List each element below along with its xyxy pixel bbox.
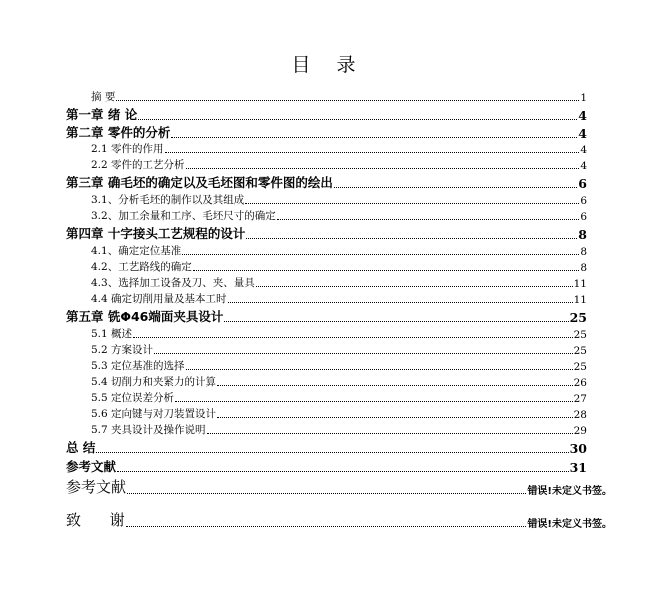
- toc-entry-page: 4: [578, 126, 587, 141]
- dot-leader: [182, 253, 579, 255]
- toc-entry-page: 4: [578, 108, 587, 123]
- toc-entry-references[interactable]: [66, 457, 587, 475]
- dot-leader: [217, 384, 573, 386]
- dot-leader: [96, 451, 568, 453]
- dot-leader: [228, 301, 573, 303]
- toc-entry-page: 28: [573, 409, 587, 421]
- toc-entry-title: 参考文献: [66, 459, 117, 474]
- dot-leader: [117, 470, 569, 472]
- dot-leader: [171, 136, 577, 138]
- toc-entry-chapter-5[interactable]: [66, 307, 587, 325]
- toc-entry-title: 5.6 定向键与对刀装置设计: [91, 408, 217, 420]
- toc-entry-5-3[interactable]: [66, 358, 587, 373]
- toc-entry-4-4[interactable]: [66, 291, 587, 306]
- toc-entry-title: 3.1、分析毛坯的制作以及其组成: [91, 194, 245, 206]
- toc-entry-title: 4.3、选择加工设备及刀、夹、量具: [91, 277, 255, 289]
- toc-entry-title: 2.2 零件的工艺分析: [91, 159, 185, 171]
- toc-entry-title: 5.5 定位误差分析: [91, 392, 175, 404]
- toc-entry-title: 4.1、确定定位基准: [91, 245, 182, 257]
- toc-entry-title: 5.3 定位基准的选择: [91, 360, 185, 372]
- dot-leader: [256, 285, 573, 287]
- toc-entry-chapter-1[interactable]: [66, 105, 587, 123]
- toc-entry-5-6[interactable]: [66, 406, 587, 421]
- dot-leader: [186, 167, 580, 169]
- dot-leader: [207, 432, 573, 434]
- toc-entry-title: 摘 要: [91, 91, 116, 103]
- toc-entry-chapter-4[interactable]: [66, 224, 587, 242]
- toc-entry-chapter-3[interactable]: [66, 173, 587, 191]
- toc-entry-title: 3.2、加工余量和工序、毛坯尺寸的确定: [91, 210, 276, 222]
- toc-entry-page: 错误!未定义书签。: [527, 486, 612, 497]
- toc-entry-title: 致 谢: [66, 511, 125, 529]
- toc-entry-5-7[interactable]: [66, 422, 587, 437]
- dot-leader: [277, 218, 580, 220]
- toc-entry-title: 4.2、工艺路线的确定: [91, 261, 192, 273]
- toc-entry-page: 6: [578, 176, 587, 191]
- toc-entry-page: 26: [573, 377, 587, 389]
- dot-leader: [224, 320, 568, 322]
- dot-leader: [186, 368, 573, 370]
- toc-entry-5-2[interactable]: [66, 342, 587, 357]
- dot-leader: [193, 269, 580, 271]
- toc-entry-acknowledgements[interactable]: [66, 509, 612, 530]
- toc-entry-page: 29: [573, 425, 587, 437]
- toc-entry-page: 25: [573, 361, 587, 373]
- toc-entry-2-2[interactable]: [66, 157, 587, 172]
- toc-entry-5-5[interactable]: [66, 390, 587, 405]
- toc-entry-title: 4.4 确定切削用量及基本工时: [91, 293, 227, 305]
- toc-entry-title: 2.1 零件的作用: [91, 143, 164, 155]
- toc-entry-title: 5.2 方案设计: [91, 344, 154, 356]
- toc-entry-page: 11: [573, 278, 587, 290]
- toc-entry-2-1[interactable]: [66, 141, 587, 156]
- toc-entry-page: 30: [569, 441, 587, 456]
- dot-leader: [165, 151, 580, 153]
- toc-entry-title: 第二章 零件的分析: [66, 125, 171, 140]
- toc-entry-references-2[interactable]: [66, 476, 612, 497]
- toc-entry-summary[interactable]: [66, 438, 587, 456]
- toc-entry-title: 参考文献: [66, 478, 127, 496]
- toc-entry-title: 总 结: [66, 440, 96, 455]
- toc-entry-5-4[interactable]: [66, 374, 587, 389]
- dot-leader: [334, 186, 577, 188]
- dot-leader: [217, 416, 573, 418]
- dot-leader: [127, 492, 526, 494]
- toc-entry-title: 5.7 夹具设计及操作说明: [91, 424, 206, 436]
- toc-entry-page: 6: [580, 211, 587, 223]
- dot-leader: [175, 400, 573, 402]
- toc-entry-title: 第五章 铣Φ46端面夹具设计: [66, 309, 224, 324]
- toc-entry-3-2[interactable]: [66, 208, 587, 223]
- toc-entry-page: 25: [569, 310, 587, 325]
- toc-entry-page: 11: [573, 294, 587, 306]
- toc-entry-page: 1: [580, 92, 587, 104]
- toc-entry-chapter-2[interactable]: [66, 123, 587, 141]
- toc-entry-3-1[interactable]: [66, 192, 587, 207]
- toc-entry-page: 8: [580, 262, 587, 274]
- dot-leader: [116, 99, 579, 101]
- toc-entry-4-3[interactable]: [66, 275, 587, 290]
- dot-leader: [126, 525, 527, 527]
- toc-entry-page: 4: [580, 160, 587, 172]
- page-title: 目 录: [291, 54, 366, 76]
- toc-entry-title: 5.1 概述: [91, 328, 133, 340]
- dot-leader: [133, 336, 573, 338]
- toc-entry-page: 25: [573, 329, 587, 341]
- toc-entry-title: 第三章 确毛坯的确定以及毛坯图和零件图的绘出: [66, 175, 333, 190]
- toc-entry-page: 31: [569, 460, 587, 475]
- dot-leader: [245, 202, 579, 204]
- toc-entry-page: 27: [573, 393, 587, 405]
- toc-entry-4-1[interactable]: [66, 243, 587, 258]
- toc-entry-page: 25: [573, 345, 587, 357]
- toc-entry-page: 8: [580, 246, 587, 258]
- toc-entry-4-2[interactable]: [66, 259, 587, 274]
- toc-entry-page: 8: [578, 227, 587, 242]
- toc-entry-page: 6: [580, 195, 587, 207]
- toc-entry-5-1[interactable]: [66, 326, 587, 341]
- dot-leader: [246, 237, 577, 239]
- toc-entry-page: 错误!未定义书签。: [527, 519, 612, 530]
- toc-entry-page: 4: [580, 144, 587, 156]
- toc-entry-title: 第四章 十字接头工艺规程的设计: [66, 226, 246, 241]
- toc-entry-abstract[interactable]: [66, 89, 587, 104]
- dot-leader: [154, 352, 573, 354]
- toc-entry-title: 5.4 切削力和夹紧力的计算: [91, 376, 217, 388]
- toc-entry-title: 第一章 绪 论: [66, 107, 138, 122]
- dot-leader: [138, 118, 577, 120]
